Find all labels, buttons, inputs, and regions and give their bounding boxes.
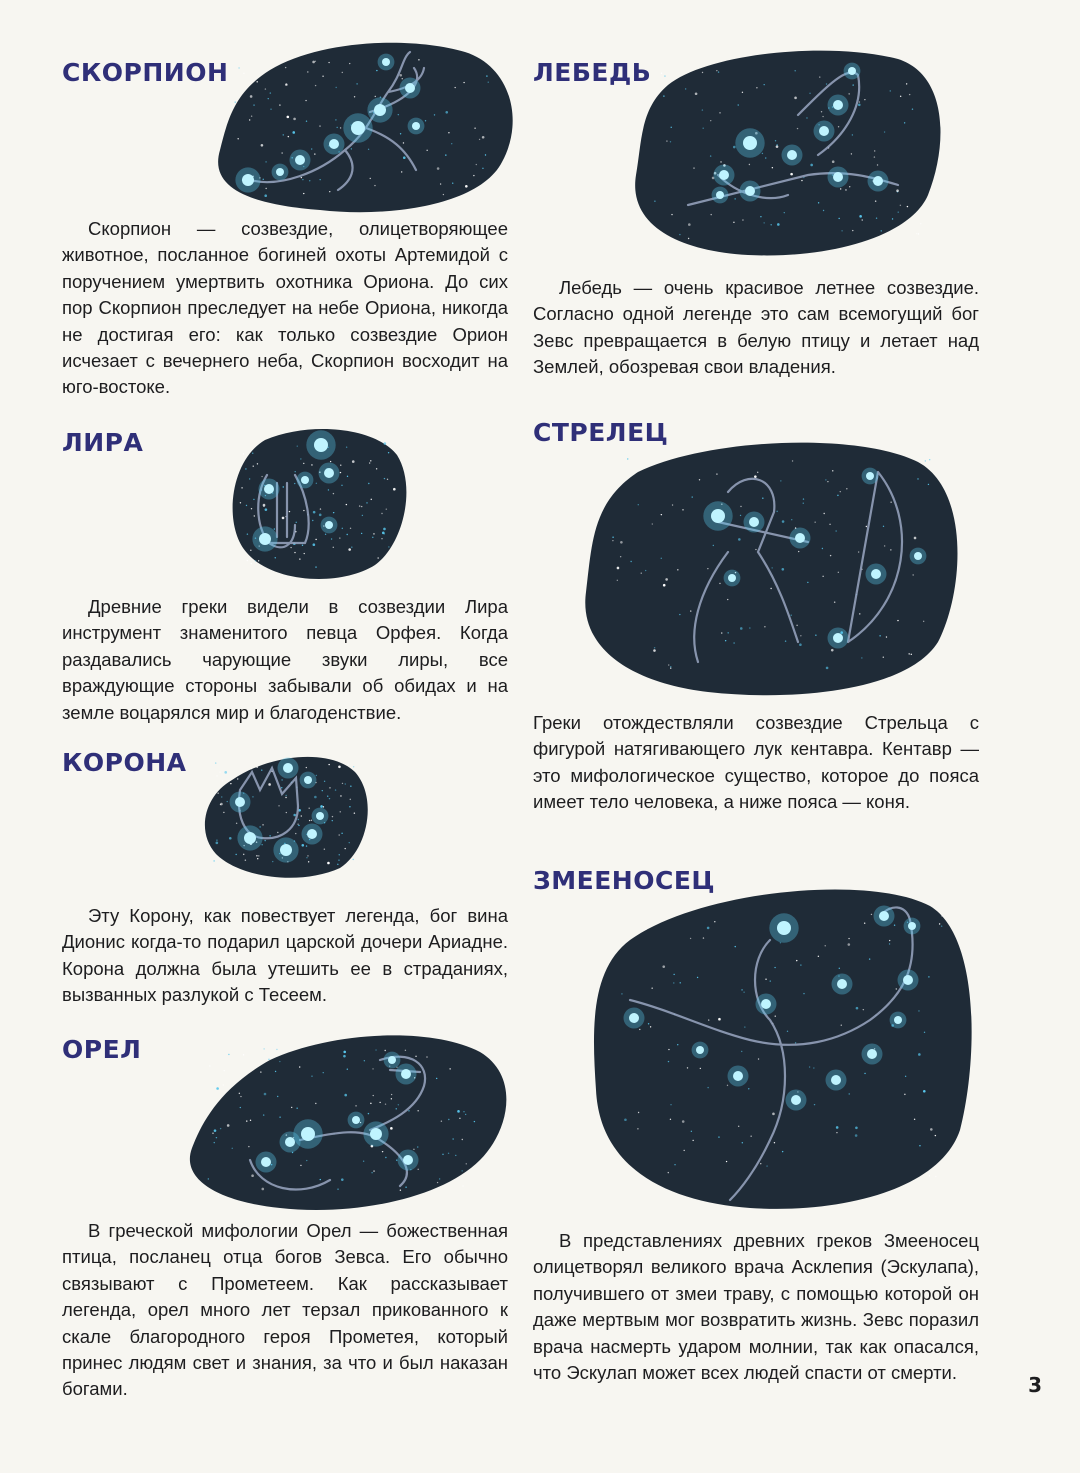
constellation-star xyxy=(259,533,271,545)
constellation-star xyxy=(903,975,913,985)
constellation-star xyxy=(833,172,843,182)
constellation-star xyxy=(866,472,874,480)
heading-cygnus: ЛЕБЕДЬ xyxy=(533,58,652,87)
constellation-star xyxy=(777,921,791,935)
constellation-star xyxy=(304,776,312,784)
constellation-star xyxy=(749,517,759,527)
scorpion-sky-svg xyxy=(210,40,520,215)
constellation-star xyxy=(795,533,805,543)
heading-ophiuchus: ЗМЕЕНОСЕЦ xyxy=(533,866,716,895)
constellation-star xyxy=(374,104,386,116)
paragraph-cygnus: Лебедь — очень красивое летнее созвездие. Согласно одной легенде это сам всемогущий бог Зевс превращается в белую птицу и летает над Землей, обозревая свои владения. xyxy=(533,277,979,378)
constellation-star xyxy=(280,844,292,856)
sky-background xyxy=(585,443,957,696)
constellation-star xyxy=(405,83,415,93)
constellation-star xyxy=(325,521,333,529)
constellation-star xyxy=(242,174,254,186)
constellation-star xyxy=(873,176,883,186)
constellation-star xyxy=(848,67,856,75)
lyra-constellation-illustration xyxy=(225,425,410,583)
corona-constellation-illustration xyxy=(200,750,370,880)
constellation-star xyxy=(352,1116,360,1124)
constellation-star xyxy=(787,150,797,160)
constellation-star xyxy=(733,1071,743,1081)
constellation-star xyxy=(833,100,843,110)
constellation-star xyxy=(261,1157,271,1167)
paragraph-aquila: В греческой мифологии Орел — божественная птица, посланец отца богов Зевса. Его обычно связывают с Прометеем. Как рассказывает легенда, орел много лет терзал прикованного к скале благородного героя Прометея, который принес людям свет и знания, за что и был наказан богами. xyxy=(62,1220,508,1400)
constellation-star xyxy=(283,763,293,773)
constellation-star xyxy=(908,922,916,930)
constellation-star xyxy=(867,1049,877,1059)
constellation-star xyxy=(235,797,245,807)
paragraph-ophiuchus: В представлениях древних греков Змееносец олицетворял великого врача Асклепия (Эскулапа), получившего от змеи траву, с помощью которой он даже мертвым мог возвратить жизнь. Зевс поразил врача насмерть ударом молнии, так как опасался, что Эскулап может всех людей спасти от смерти. xyxy=(533,1230,979,1384)
constellation-star xyxy=(307,829,317,839)
scorpion-constellation-illustration xyxy=(210,40,520,215)
constellation-star xyxy=(745,186,755,196)
constellation-star xyxy=(819,126,829,136)
heading-sagittarius: СТРЕЛЕЦ xyxy=(533,418,669,447)
constellation-star xyxy=(351,121,365,135)
constellation-star xyxy=(244,832,256,844)
paragraph-lyra: Древние греки видели в созвездии Лира инструмент знаменитого певца Орфея. Когда раздавались чарующие звуки лиры, все враждующие стороны забывали об обидах и на земле воцарялся мир и благоденствие. xyxy=(62,596,508,723)
constellation-star xyxy=(285,1137,295,1147)
constellation-star xyxy=(388,1056,396,1064)
constellation-star xyxy=(711,509,725,523)
constellation-star xyxy=(403,1155,413,1165)
constellation-star xyxy=(629,1013,639,1023)
constellation-star xyxy=(871,569,881,579)
constellation-star xyxy=(761,999,771,1009)
constellation-star xyxy=(837,979,847,989)
constellation-star xyxy=(316,812,324,820)
constellation-star xyxy=(301,1127,315,1141)
heading-scorpion: СКОРПИОН xyxy=(62,58,229,87)
constellation-star xyxy=(716,191,724,199)
constellation-star xyxy=(295,155,305,165)
page-number: 3 xyxy=(1028,1373,1042,1397)
paragraph-scorpion: Скорпион — созвездие, олицетворяющее животное, посланное богиней охоты Артемидой с поручением умертвить охотника Ориона. До сих пор Скорпион преследует на небе Ориона, никогда не достигая его: как только созвездие Орион исчезает с вечернего неба, Скорпион восходит на юго-востоке. xyxy=(62,218,508,398)
constellation-star xyxy=(264,484,274,494)
cygnus-constellation-illustration xyxy=(628,45,948,260)
constellation-star xyxy=(276,168,284,176)
constellation-star xyxy=(743,136,757,150)
constellation-star xyxy=(314,438,328,452)
constellation-star xyxy=(412,122,420,130)
aquila-constellation-illustration xyxy=(180,1030,510,1215)
heading-corona: КОРОНА xyxy=(62,748,187,777)
constellation-star xyxy=(894,1016,902,1024)
ophiuchus-constellation-illustration xyxy=(590,880,975,1212)
constellation-star xyxy=(696,1046,704,1054)
constellation-star xyxy=(914,552,922,560)
constellation-star xyxy=(879,911,889,921)
constellation-star xyxy=(728,574,736,582)
constellation-star xyxy=(719,170,729,180)
sagittarius-constellation-illustration xyxy=(578,432,963,697)
constellation-star xyxy=(329,139,339,149)
heading-lyra: ЛИРА xyxy=(62,428,144,457)
constellation-star xyxy=(791,1095,801,1105)
heading-aquila: ОРЕЛ xyxy=(62,1035,142,1064)
constellation-star xyxy=(370,1128,382,1140)
constellation-star xyxy=(382,58,390,66)
constellation-star xyxy=(301,476,309,484)
paragraph-sagittarius: Греки отождествляли созвездие Стрельца с фигурой натягивающего лук кентавра. Кентавр — это мифологическое существо, которое до пояса имеет тело человека, а ниже пояса — коня. xyxy=(533,712,979,813)
constellation-star xyxy=(833,633,843,643)
constellation-star xyxy=(401,1069,411,1079)
constellation-star xyxy=(324,468,334,478)
paragraph-corona: Эту Корону, как повествует легенда, бог вина Дионис когда-то подарил царской дочери Ариадне. Корона должна была утешить ее в страданиях, вызванных разлукой с Тесеем. xyxy=(62,905,508,1006)
constellation-star xyxy=(831,1075,841,1085)
